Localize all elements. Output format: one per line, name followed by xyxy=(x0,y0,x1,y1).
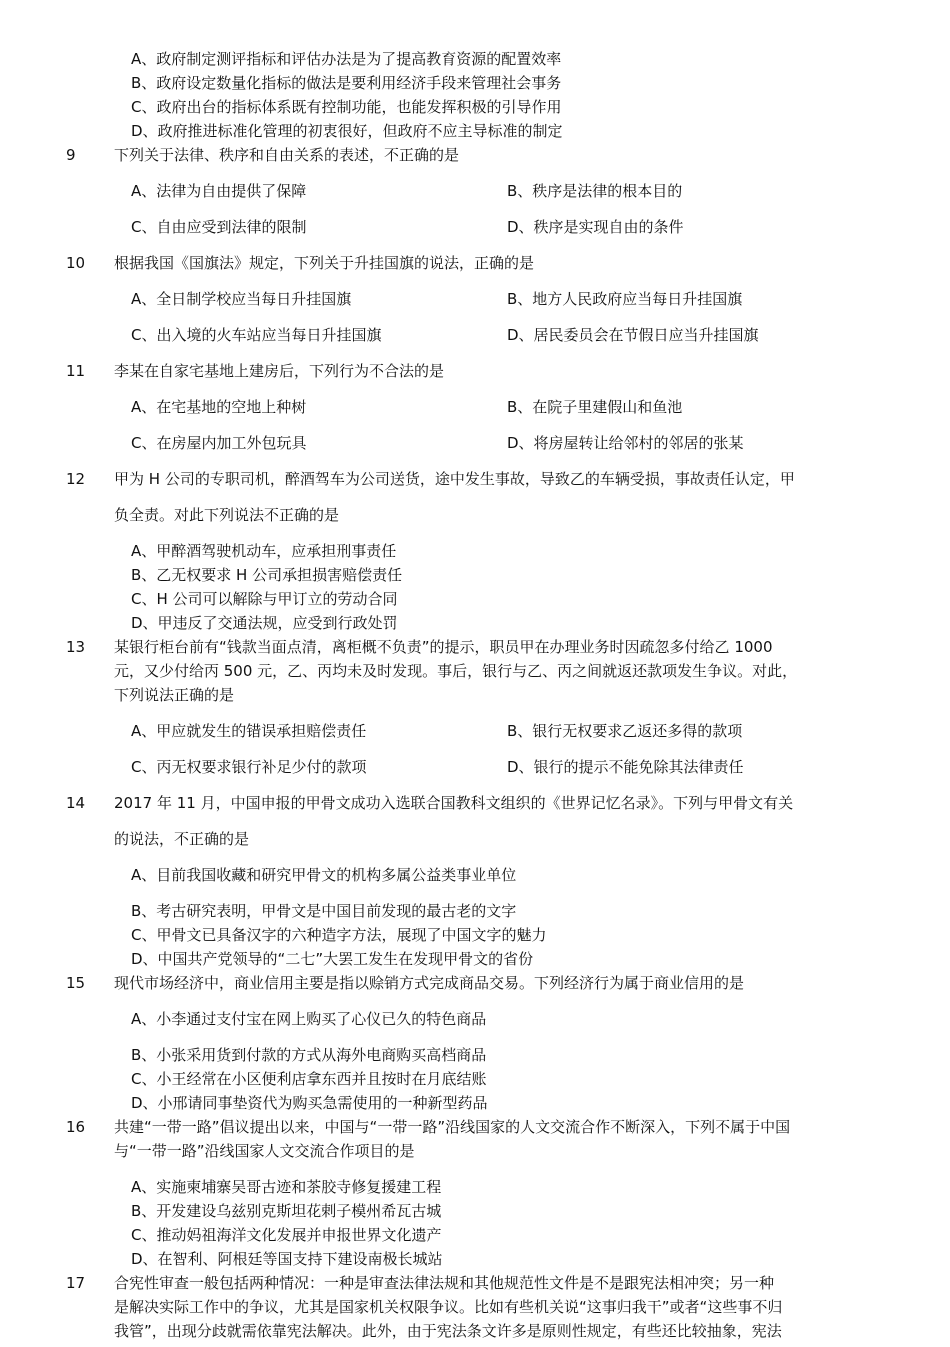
q11-option-b: B、在院子里建假山和鱼池 xyxy=(507,398,683,416)
q8-option-a: A、政府制定测评指标和评估办法是为了提高教育资源的配置效率 xyxy=(131,50,562,68)
q15-option-d: D、小邢请同事垫资代为购买急需使用的一种新型药品 xyxy=(131,1094,488,1112)
q13-number: 13 xyxy=(66,638,86,656)
q16-stem-line-1: 共建“一带一路”倡议提出以来，中国与“一带一路”沿线国家的人文交流合作不断深入，下列不属于中国 xyxy=(114,1118,791,1136)
q15-stem: 现代市场经济中，商业信用主要是指以赊销方式完成商品交易。下列经济行为属于商业信用的是 xyxy=(114,974,745,992)
q13-stem-line-3: 下列说法正确的是 xyxy=(114,686,235,704)
q17-number: 17 xyxy=(66,1274,86,1292)
q12-number: 12 xyxy=(66,470,86,488)
q11-stem: 李某在自家宅基地上建房后，下列行为不合法的是 xyxy=(114,362,445,380)
q16-option-b: B、开发建设乌兹别克斯坦花剌子模州希瓦古城 xyxy=(131,1202,442,1220)
q11-option-d: D、将房屋转让给邻村的邻居的张某 xyxy=(507,434,744,452)
q16-option-d: D、在智利、阿根廷等国支持下建设南极长城站 xyxy=(131,1250,443,1268)
q9-number: 9 xyxy=(66,146,76,164)
q12-stem-line-2: 负全责。对此下列说法不正确的是 xyxy=(114,506,340,524)
q10-option-a: A、全日制学校应当每日升挂国旗 xyxy=(131,290,352,308)
q16-stem-line-2: 与“一带一路”沿线国家人文交流合作项目的是 xyxy=(114,1142,415,1160)
q9-option-a: A、法律为自由提供了保障 xyxy=(131,182,307,200)
q13-option-d: D、银行的提示不能免除其法律责任 xyxy=(507,758,744,776)
q8-option-d: D、政府推进标准化管理的初衷很好，但政府不应主导标准的制定 xyxy=(131,122,563,140)
q11-option-c: C、在房屋内加工外包玩具 xyxy=(131,434,307,452)
q16-option-a: A、实施柬埔寨吴哥古迹和茶胶寺修复援建工程 xyxy=(131,1178,442,1196)
q8-option-c: C、政府出台的指标体系既有控制功能，也能发挥积极的引导作用 xyxy=(131,98,562,116)
q12-option-a: A、甲醉酒驾驶机动车，应承担刑事责任 xyxy=(131,542,397,560)
q13-stem-line-2: 元，又少付给丙 500 元，乙、丙均未及时发现。事后，银行与乙、丙之间就返还款项发生争议。对此， xyxy=(114,662,798,680)
q8-option-b: B、政府设定数量化指标的做法是要利用经济手段来管理社会事务 xyxy=(131,74,562,92)
q9-option-b: B、秩序是法律的根本目的 xyxy=(507,182,683,200)
q11-option-a: A、在宅基地的空地上种树 xyxy=(131,398,307,416)
q14-stem-line-1: 2017 年 11 月，中国申报的甲骨文成功入选联合国教科文组织的《世界记忆名录》。下列与甲骨文有关 xyxy=(114,794,794,812)
q10-number: 10 xyxy=(66,254,86,272)
q12-option-d: D、甲违反了交通法规，应受到行政处罚 xyxy=(131,614,398,632)
q14-number: 14 xyxy=(66,794,86,812)
q16-number: 16 xyxy=(66,1118,86,1136)
q10-option-c: C、出入境的火车站应当每日升挂国旗 xyxy=(131,326,382,344)
q14-option-d: D、中国共产党领导的“二七”大罢工发生在发现甲骨文的省份 xyxy=(131,950,534,968)
q15-option-a: A、小李通过支付宝在网上购买了心仪已久的特色商品 xyxy=(131,1010,487,1028)
q12-option-b: B、乙无权要求 H 公司承担损害赔偿责任 xyxy=(131,566,403,584)
q9-option-c: C、自由应受到法律的限制 xyxy=(131,218,307,236)
q14-option-c: C、甲骨文已具备汉字的六种造字方法，展现了中国文字的魅力 xyxy=(131,926,547,944)
q17-stem-line-3: 我管”，出现分歧就需依靠宪法解决。此外，由于宪法条文许多是原则性规定，有些还比较抽象，宪法 xyxy=(114,1322,782,1340)
q15-option-b: B、小张采用货到付款的方式从海外电商购买高档商品 xyxy=(131,1046,487,1064)
q13-option-c: C、丙无权要求银行补足少付的款项 xyxy=(131,758,367,776)
q12-option-c: C、H 公司可以解除与甲订立的劳动合同 xyxy=(131,590,398,608)
q10-option-d: D、居民委员会在节假日应当升挂国旗 xyxy=(507,326,759,344)
q14-option-b: B、考古研究表明，甲骨文是中国目前发现的最古老的文字 xyxy=(131,902,517,920)
q14-stem-line-2: 的说法，不正确的是 xyxy=(114,830,250,848)
q11-number: 11 xyxy=(66,362,86,380)
q13-option-a: A、甲应就发生的错误承担赔偿责任 xyxy=(131,722,367,740)
q13-option-b: B、银行无权要求乙返还多得的款项 xyxy=(507,722,743,740)
q15-number: 15 xyxy=(66,974,86,992)
q16-option-c: C、推动妈祖海洋文化发展并申报世界文化遗产 xyxy=(131,1226,442,1244)
q10-stem: 根据我国《国旗法》规定，下列关于升挂国旗的说法，正确的是 xyxy=(114,254,535,272)
q15-option-c: C、小王经常在小区便利店拿东西并且按时在月底结账 xyxy=(131,1070,487,1088)
q9-stem: 下列关于法律、秩序和自由关系的表述，不正确的是 xyxy=(114,146,460,164)
q17-stem-line-2: 是解决实际工作中的争议，尤其是国家机关权限争议。比如有些机关说“这事归我干”或者“这些事不归 xyxy=(114,1298,783,1316)
q12-stem-line-1: 甲为 H 公司的专职司机，醉酒驾车为公司送货，途中发生事故，导致乙的车辆受损，事故责任认定，甲 xyxy=(114,470,795,488)
q14-option-a: A、目前我国收藏和研究甲骨文的机构多属公益类事业单位 xyxy=(131,866,517,884)
q17-stem-line-1: 合宪性审查一般包括两种情况：一种是审查法律法规和其他规范性文件是不是跟宪法相冲突；另一种 xyxy=(114,1274,775,1292)
q10-option-b: B、地方人民政府应当每日升挂国旗 xyxy=(507,290,743,308)
q13-stem-line-1: 某银行柜台前有“钱款当面点清，离柜概不负责”的提示，职员甲在办理业务时因疏忽多付给乙 1000 xyxy=(114,638,773,656)
q9-option-d: D、秩序是实现自由的条件 xyxy=(507,218,684,236)
